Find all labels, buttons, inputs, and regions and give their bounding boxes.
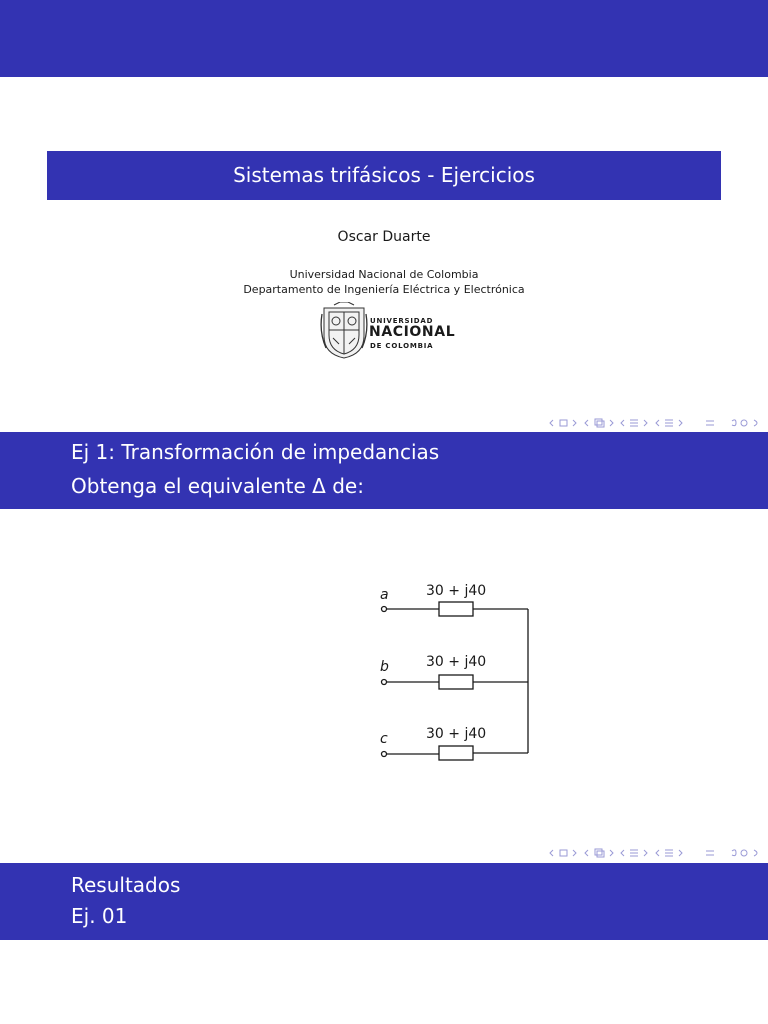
wye-impedance-circuit <box>360 570 560 770</box>
nav-align-icon <box>706 421 714 425</box>
terminal-b-node <box>382 680 387 685</box>
logo-text-de-colombia: DE COLOMBIA <box>370 342 434 350</box>
beamer-navigation-bar-2[interactable] <box>548 846 768 860</box>
institution-name: Universidad Nacional de Colombia <box>289 268 479 281</box>
terminal-label-c: c <box>380 731 388 747</box>
frame-subtitle: Obtenga el equivalente Δ de: <box>71 474 364 498</box>
impedance-c-icon <box>439 746 473 760</box>
logo-text-nacional: NACIONAL <box>369 324 456 340</box>
terminal-a-node <box>382 607 387 612</box>
top-header-band <box>0 0 768 77</box>
impedance-label-b: 30 + j40 <box>426 654 487 670</box>
nav-section-icon <box>656 420 682 426</box>
logo-text-universidad: UNIVERSIDAD <box>370 317 434 325</box>
nav-slide-icon <box>550 420 576 426</box>
terminal-c-node <box>382 752 387 757</box>
nav-subsection-icon <box>621 420 647 426</box>
author-name: Oscar Duarte <box>337 229 431 245</box>
impedance-b-icon <box>439 675 473 689</box>
nav-search-icon <box>732 420 757 426</box>
impedance-label-c: 30 + j40 <box>426 726 487 742</box>
impedance-a-icon <box>439 602 473 616</box>
frame-title: Ej 1: Transformación de impedancias <box>71 440 440 464</box>
terminal-label-b: b <box>380 659 389 675</box>
department-name: Departamento de Ingeniería Eléctrica y Electrónica <box>243 283 525 296</box>
terminal-label-a: a <box>380 587 389 603</box>
impedance-label-a: 30 + j40 <box>426 583 487 599</box>
frame-title-3: Resultados <box>71 873 181 897</box>
frame-subtitle-3: Ej. 01 <box>71 904 128 928</box>
presentation-title: Sistemas trifásicos - Ejercicios <box>47 151 721 200</box>
nav-frame-icon <box>585 419 613 427</box>
beamer-navigation-bar[interactable] <box>548 416 768 430</box>
